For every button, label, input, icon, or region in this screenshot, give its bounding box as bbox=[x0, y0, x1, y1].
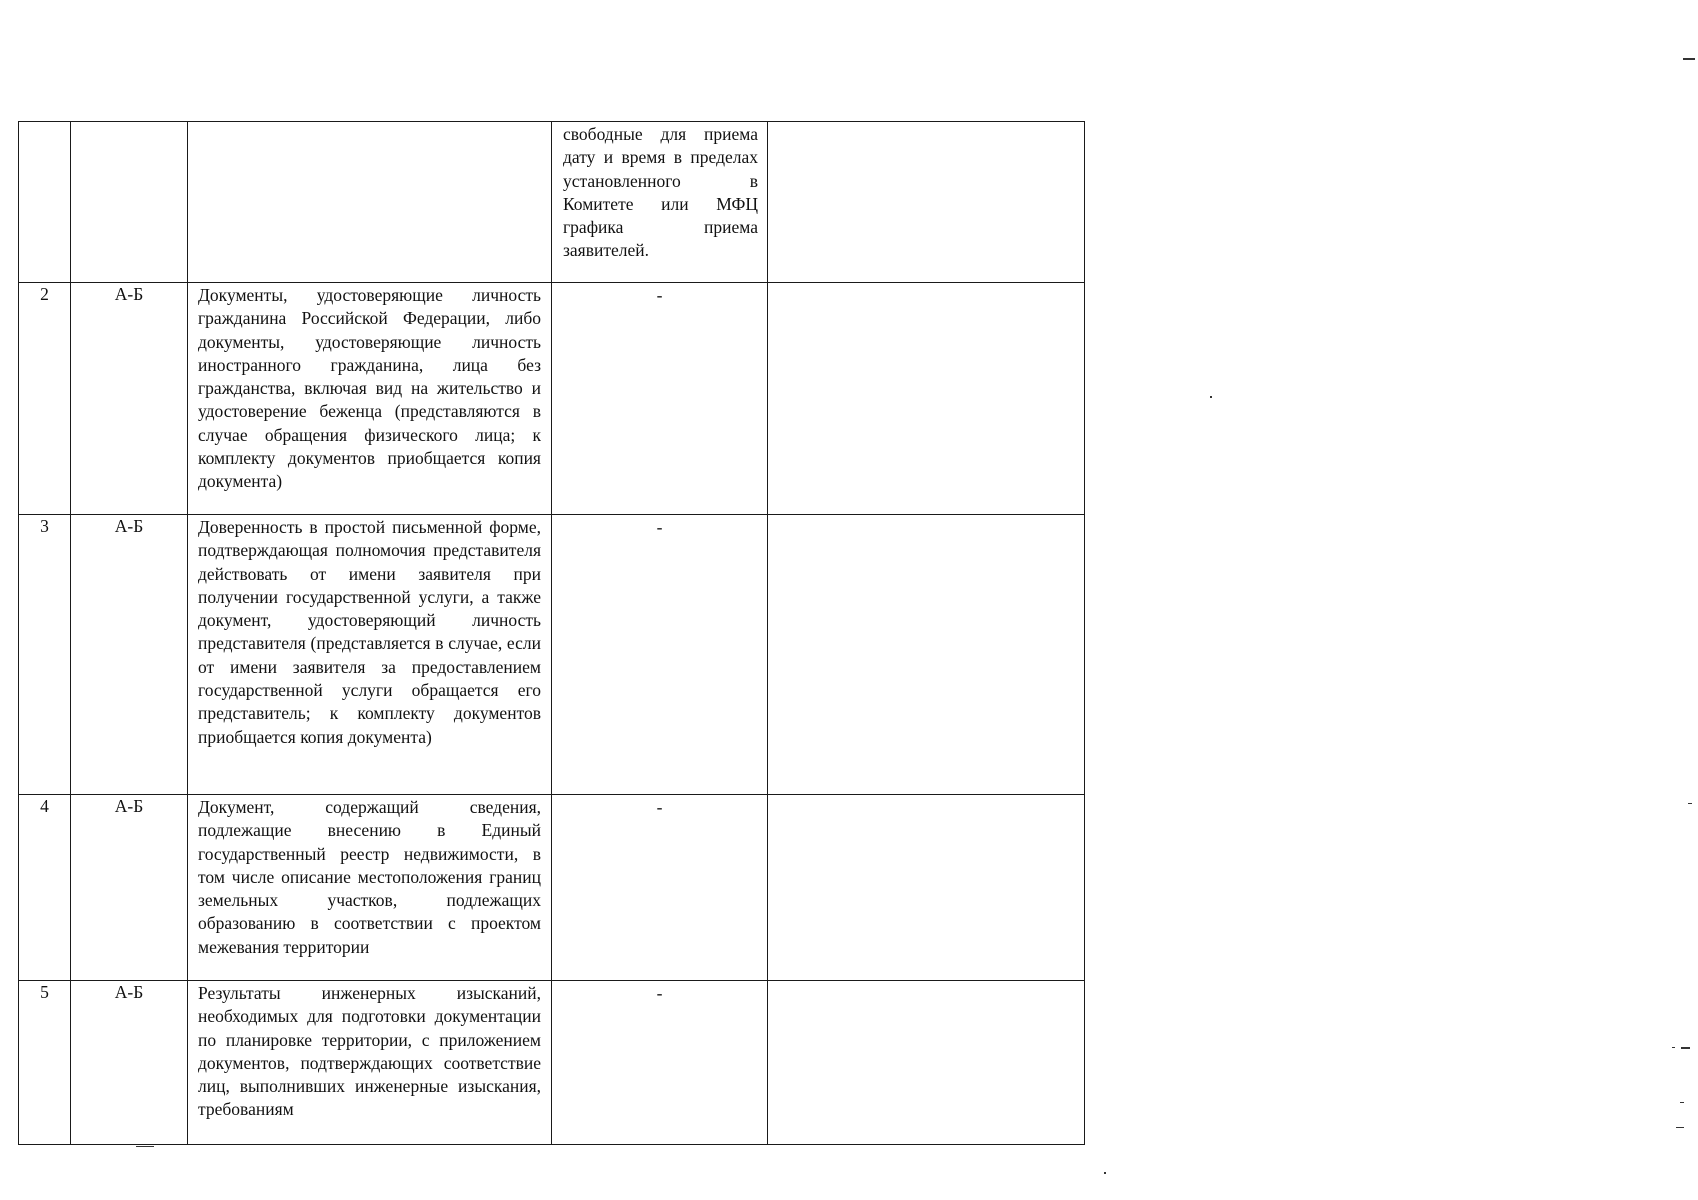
scan-mark bbox=[1688, 803, 1692, 804]
row-number bbox=[19, 122, 71, 283]
row-extra bbox=[768, 515, 1085, 795]
row-category: А-Б bbox=[71, 283, 188, 515]
row-note: - bbox=[656, 983, 663, 1003]
row-number: 3 bbox=[19, 515, 71, 795]
documents-table bbox=[18, 121, 1085, 1145]
row-description: Документ, содержащий сведения, подлежащие внесению в Единый государственный реестр недвижимости, в том числе описание местоположения границ земельных участков, подлежащих образованию в соответствии с проектом межевания территории bbox=[198, 797, 541, 957]
scan-mark bbox=[1681, 1047, 1690, 1049]
row-note: свободные для приема дату и время в пределах установленного в Комитете или МФЦ графика приема заявителей. bbox=[563, 124, 758, 261]
row-note-cell bbox=[552, 122, 768, 283]
row-description-cell bbox=[188, 981, 552, 1145]
scan-mark bbox=[136, 1146, 154, 1147]
row-description-cell bbox=[188, 515, 552, 795]
scan-mark bbox=[1676, 1127, 1684, 1128]
row-description bbox=[188, 122, 551, 123]
scan-mark bbox=[1104, 1172, 1106, 1174]
row-number: 5 bbox=[19, 981, 71, 1145]
row-note-cell bbox=[552, 795, 768, 981]
row-description-cell bbox=[188, 795, 552, 981]
row-extra bbox=[768, 283, 1085, 515]
row-category: А-Б bbox=[71, 515, 188, 795]
table-row-continuation bbox=[19, 122, 1085, 283]
row-category: А-Б bbox=[71, 981, 188, 1145]
scan-mark bbox=[1683, 58, 1695, 60]
row-note-cell bbox=[552, 515, 768, 795]
row-number: 2 bbox=[19, 283, 71, 515]
table-row bbox=[19, 283, 1085, 515]
row-note: - bbox=[656, 797, 663, 817]
scan-mark bbox=[1210, 396, 1212, 398]
table-row bbox=[19, 981, 1085, 1145]
row-description: Документы, удостоверяющие личность гражданина Российской Федерации, либо документы, удостоверяющие личность иностранного гражданина, лица без гражданства, включая вид на жительство и удостоверение беженца (представляются в случае обращения физического лица; к комплекту документов приобщается копия документа) bbox=[198, 285, 541, 492]
row-note-cell bbox=[552, 283, 768, 515]
row-note-cell bbox=[552, 981, 768, 1145]
row-number: 4 bbox=[19, 795, 71, 981]
scan-mark bbox=[1680, 1102, 1684, 1103]
row-category bbox=[71, 122, 188, 283]
table-row bbox=[19, 515, 1085, 795]
row-description-cell bbox=[188, 122, 552, 283]
row-extra bbox=[768, 122, 1085, 283]
row-extra bbox=[768, 981, 1085, 1145]
row-description: Доверенность в простой письменной форме, подтверждающая полномочия представителя действовать от имени заявителя при получении государственной услуги, а также документ, удостоверяющий личность представителя (представляется в случае, если от имени заявителя за предоставлением государственной услуги обращается его представитель; к комплекту документов приобщается копия документа) bbox=[198, 517, 541, 747]
row-note: - bbox=[656, 517, 663, 537]
row-description: Результаты инженерных изысканий, необходимых для подготовки документации по планировке территории, с приложением документов, подтверждающих соответствие лиц, выполнивших инженерные изыскания, требованиям bbox=[198, 983, 541, 1120]
row-description-cell bbox=[188, 283, 552, 515]
row-extra bbox=[768, 795, 1085, 981]
row-note: - bbox=[656, 285, 663, 305]
table-row bbox=[19, 795, 1085, 981]
scan-mark bbox=[1672, 1047, 1675, 1048]
row-category: А-Б bbox=[71, 795, 188, 981]
